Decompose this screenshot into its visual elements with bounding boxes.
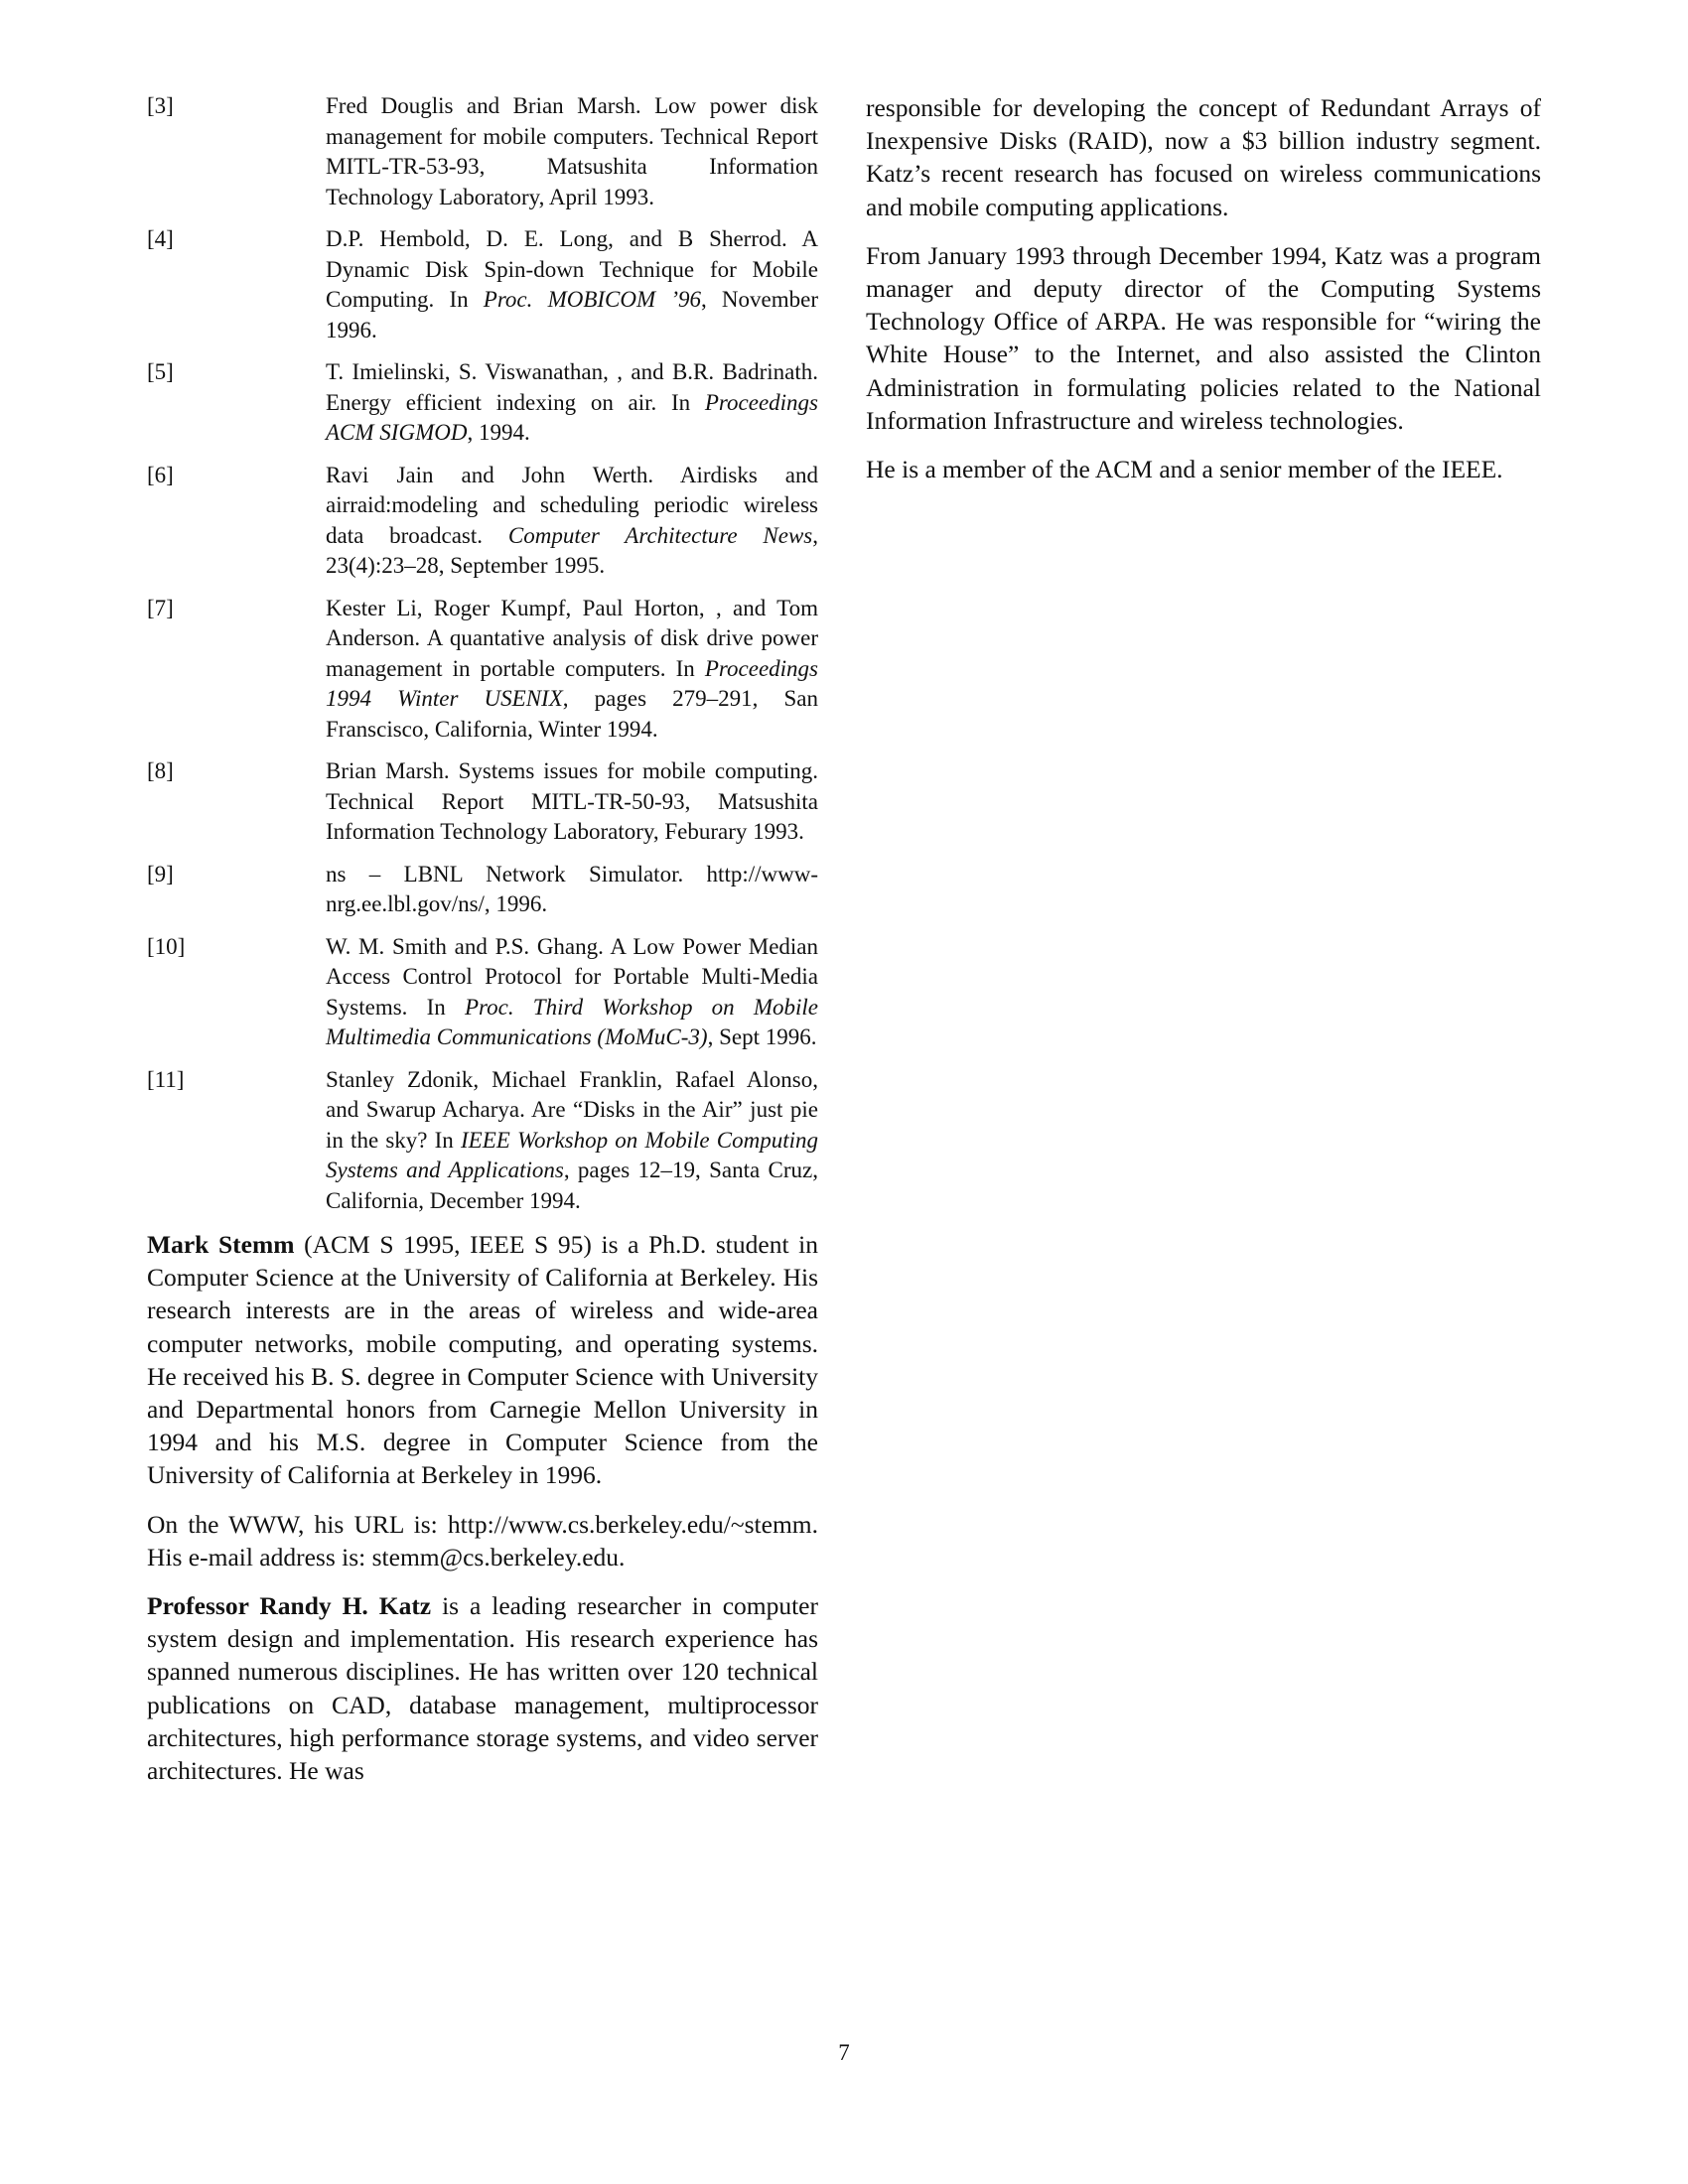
reference-entry <box>147 224 818 345</box>
bio-stemm <box>147 1228 818 1492</box>
reference-text <box>326 860 818 920</box>
reference-entry <box>147 91 818 212</box>
reference-number: [6] <box>147 462 174 487</box>
reference-entry <box>147 461 818 582</box>
reference-tail: , 1994. <box>467 420 530 445</box>
reference-tail: , pages 12–19, Santa Cruz, California, December 1994. <box>326 1158 818 1213</box>
reference-venue: Computer Architecture News <box>507 522 813 548</box>
bio-katz-arpa: From January 1993 through December 1994, Katz was a program manager and deputy director of the Computing Systems Technology Office of ARPA. He was responsible for “wiring the White House” to the Internet, and also assisted the Clinton Administration in formulating policies related to the National Information Infrastructure and wireless technologies. <box>866 240 1541 435</box>
reference-entry <box>147 594 818 746</box>
reference-entry <box>147 932 818 1053</box>
bio-stemm-text: (ACM S 1995, IEEE S 95) is a Ph.D. student in Computer Science at the University of California at Berkeley. His research interests are in the areas of wireless and wide-area computer networks, mobile computing, and operating systems. He received his B. S. degree in Computer Science with University and Departmental honors from Carnegie Mellon University in 1994 and his M.S. degree in Computer Science from the University of California at Berkeley in 1996. <box>147 1230 819 1490</box>
reference-text <box>326 461 818 582</box>
bio-stemm-name: Mark Stemm <box>147 1230 295 1259</box>
reference-number: [9] <box>147 861 174 887</box>
bio-katz-name: Professor Randy H. Katz <box>147 1591 432 1621</box>
reference-text <box>326 357 818 449</box>
reference-venue: Proceedings ACM SIGMOD <box>326 389 818 445</box>
reference-body: Stanley Zdonik, Michael Franklin, Rafael Alonso, and Swarup Acharya. Are “Disks in the Air” just pie in the sky? In <box>326 1066 818 1153</box>
reference-text <box>326 594 818 746</box>
reference-number: [10] <box>147 933 186 959</box>
reference-venue: Proceedings 1994 Winter USENIX <box>326 655 818 711</box>
reference-number: [4] <box>147 226 174 251</box>
reference-tail: , 23(4):23–28, September 1995. <box>326 522 818 578</box>
reference-body: Ravi Jain and John Werth. Airdisks and airraid:modeling and scheduling periodic wireless data broadcast. <box>326 462 818 548</box>
reference-entry <box>147 756 818 848</box>
reference-tail: , Sept 1996. <box>707 1024 817 1049</box>
bio-katz <box>147 1589 818 1787</box>
reference-body: Fred Douglis and Brian Marsh. Low power disk management for mobile computers. Technical Report MITL-TR-53-93, Matsushita Information Technology Laboratory, April 1993. <box>326 93 818 209</box>
reference-text <box>326 91 818 212</box>
reference-number: [11] <box>147 1066 185 1092</box>
right-column <box>866 91 1541 501</box>
page-number: 7 <box>838 2040 850 2065</box>
reference-number: [8] <box>147 758 174 783</box>
reference-body: Brian Marsh. Systems issues for mobile computing. Technical Report MITL-TR-50-93, Matsushita Information Technology Laboratory, Feburary 1993. <box>326 758 818 844</box>
bio-katz-text: is a leading researcher in computer system design and implementation. His research experience has spanned numerous disciplines. He has written over 120 technical publications on CAD, database management, multiprocessor architectures, high performance storage systems, and video server architectures. He was <box>147 1591 818 1786</box>
reference-body: T. Imielinski, S. Viswanathan, , and B.R. Badrinath. Energy efficient indexing on air. In <box>326 359 818 415</box>
reference-number: [5] <box>147 359 174 384</box>
reference-number: [7] <box>147 595 174 620</box>
reference-number: [3] <box>147 93 174 118</box>
reference-venue: Proc. Third Workshop on Mobile Multimedia Communications (MoMuC-3) <box>326 994 818 1049</box>
bio-stemm-contact: On the WWW, his URL is: http://www.cs.berkeley.edu/~stemm. His e-mail address is: stemm@cs.berkeley.edu. <box>147 1509 818 1571</box>
bio-katz-member: He is a member of the ACM and a senior member of the IEEE. <box>866 455 1503 484</box>
reference-tail: , November 1996. <box>326 287 819 342</box>
reference-body: D.P. Hembold, D. E. Long, and B Sherrod. A Dynamic Disk Spin-down Technique for Mobile Computing. In <box>326 226 818 312</box>
reference-text <box>326 932 818 1053</box>
reference-entry <box>147 357 818 449</box>
reference-tail: , pages 279–291, San Franscisco, California, Winter 1994. <box>326 686 818 742</box>
reference-text <box>326 1065 818 1217</box>
reference-body: Kester Li, Roger Kumpf, Paul Horton, , and Tom Anderson. A quantative analysis of disk drive power management in portable computers. In <box>326 595 818 681</box>
reference-body: W. M. Smith and P.S. Ghang. A Low Power Median Access Control Protocol for Portable Multi-Media Systems. In <box>326 933 818 1020</box>
reference-entry <box>147 860 818 920</box>
reference-text <box>326 224 818 345</box>
reference-venue: IEEE Workshop on Mobile Computing Systems and Applications <box>326 1127 818 1182</box>
left-column <box>147 91 818 1803</box>
reference-body: ns – LBNL Network Simulator. http://www-nrg.ee.lbl.gov/ns/, 1996. <box>326 861 818 916</box>
bio-katz-continued: responsible for developing the concept of Redundant Arrays of Inexpensive Disks (RAID), now a $3 billion industry segment. Katz’s recent research has focused on wireless communications and mobile computing applications. <box>866 93 1541 221</box>
reference-text <box>326 756 818 848</box>
reference-list <box>147 91 818 1216</box>
reference-entry <box>147 1065 818 1217</box>
reference-venue: Proc. MOBICOM ’96 <box>483 287 701 312</box>
